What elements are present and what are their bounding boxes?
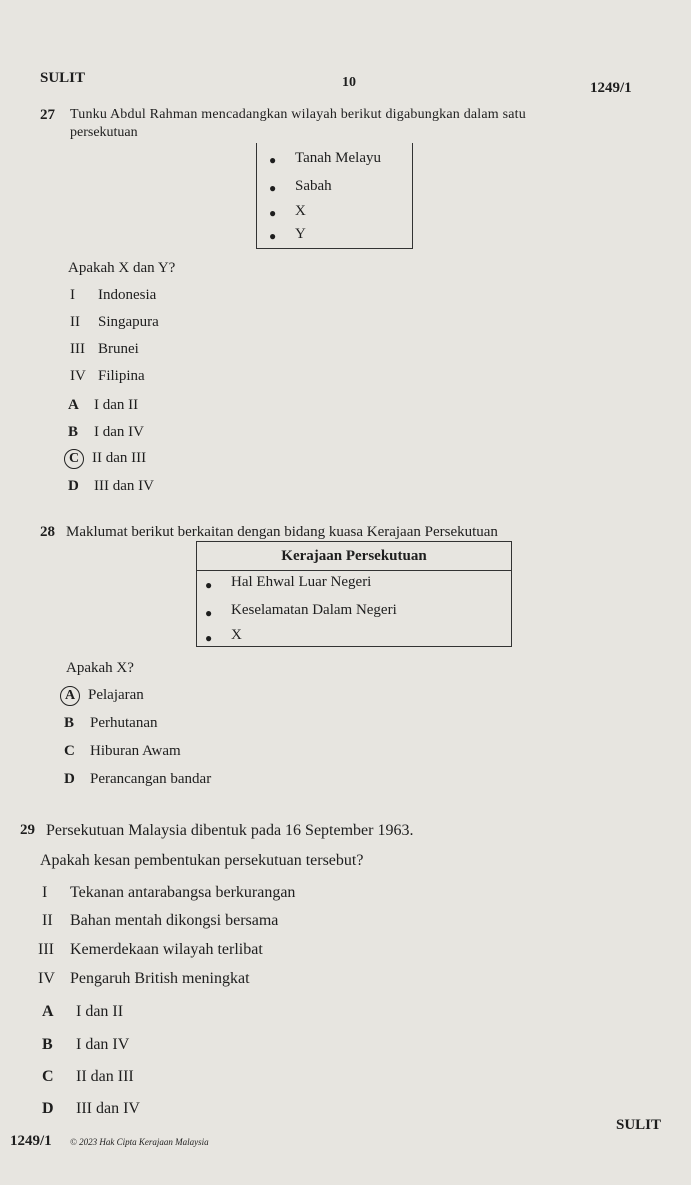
header-code: 1249/1 [590, 80, 632, 96]
bullet-icon: ● [269, 153, 277, 167]
answer-circle-icon: A [60, 686, 80, 706]
q27-box-item: Y [295, 226, 306, 242]
q27-roman-item: I Indonesia [70, 287, 157, 303]
q27-roman-item: IV Filipina [70, 368, 145, 384]
answer-circle-icon: C [64, 449, 84, 469]
q29-roman-item: I Tekanan antarabangsa berkurangan [42, 884, 296, 901]
bullet-icon: ● [205, 631, 213, 645]
bullet-icon: ● [269, 181, 277, 195]
q27-box-item: Sabah [295, 178, 332, 194]
q28-number: 28 [40, 524, 55, 540]
bullet-icon: ● [205, 606, 213, 620]
q27-text-line2: persekutuan [70, 125, 138, 140]
bullet-icon: ● [205, 578, 213, 592]
q27-roman-item: II Singapura [70, 314, 159, 330]
q28-option-a[interactable]: A Pelajaran [60, 686, 144, 706]
page-number: 10 [342, 75, 356, 90]
header-sulit: SULIT [40, 70, 86, 86]
q28-table-title: Kerajaan Persekutuan [281, 548, 427, 564]
q29-prompt: Apakah kesan pembentukan persekutuan tersebut? [40, 852, 364, 869]
q28-option-b[interactable]: B Perhutanan [64, 715, 158, 731]
q27-option-d[interactable]: D III dan IV [68, 478, 154, 494]
q29-roman-item: II Bahan mentah dikongsi bersama [42, 912, 279, 929]
bullet-icon: ● [269, 229, 277, 243]
q28-prompt: Apakah X? [66, 660, 134, 676]
q27-option-b[interactable]: B I dan IV [68, 424, 144, 440]
q28-table [196, 541, 512, 647]
q29-option-a[interactable]: A I dan II [42, 1003, 124, 1020]
q27-roman-item: III Brunei [70, 341, 139, 357]
q27-prompt: Apakah X dan Y? [68, 260, 176, 276]
q28-table-item: Keselamatan Dalam Negeri [231, 602, 397, 618]
q27-option-a[interactable]: A I dan II [68, 397, 139, 413]
q27-box-item: Tanah Melayu [295, 150, 382, 166]
q27-info-box [256, 143, 413, 249]
q27-box-item: X [295, 203, 306, 219]
footer-code: 1249/1 [10, 1133, 52, 1149]
q29-roman-item: IV Pengaruh British meningkat [38, 970, 250, 987]
bullet-icon: ● [269, 206, 277, 220]
q27-text-line1: Tunku Abdul Rahman mencadangkan wilayah berikut digabungkan dalam satu [70, 107, 526, 122]
q29-option-d[interactable]: D III dan IV [42, 1100, 140, 1117]
q27-option-c[interactable]: C II dan III [64, 449, 146, 469]
q29-text: Persekutuan Malaysia dibentuk pada 16 September 1963. [46, 822, 414, 839]
q28-table-item: X [231, 627, 242, 643]
q28-table-item: Hal Ehwal Luar Negeri [231, 574, 372, 590]
footer-copyright: © 2023 Hak Cipta Kerajaan Malaysia [70, 1137, 209, 1147]
q29-roman-item: III Kemerdekaan wilayah terlibat [38, 941, 263, 958]
q29-number: 29 [20, 822, 35, 838]
footer-sulit: SULIT [616, 1117, 662, 1133]
q29-option-b[interactable]: B I dan IV [42, 1036, 130, 1053]
q27-number: 27 [40, 107, 55, 123]
q28-text: Maklumat berikut berkaitan dengan bidang kuasa Kerajaan Persekutuan [66, 524, 498, 540]
q28-option-c[interactable]: C Hiburan Awam [64, 743, 181, 759]
q29-option-c[interactable]: C II dan III [42, 1068, 134, 1085]
q28-option-d[interactable]: D Perancangan bandar [64, 771, 212, 787]
